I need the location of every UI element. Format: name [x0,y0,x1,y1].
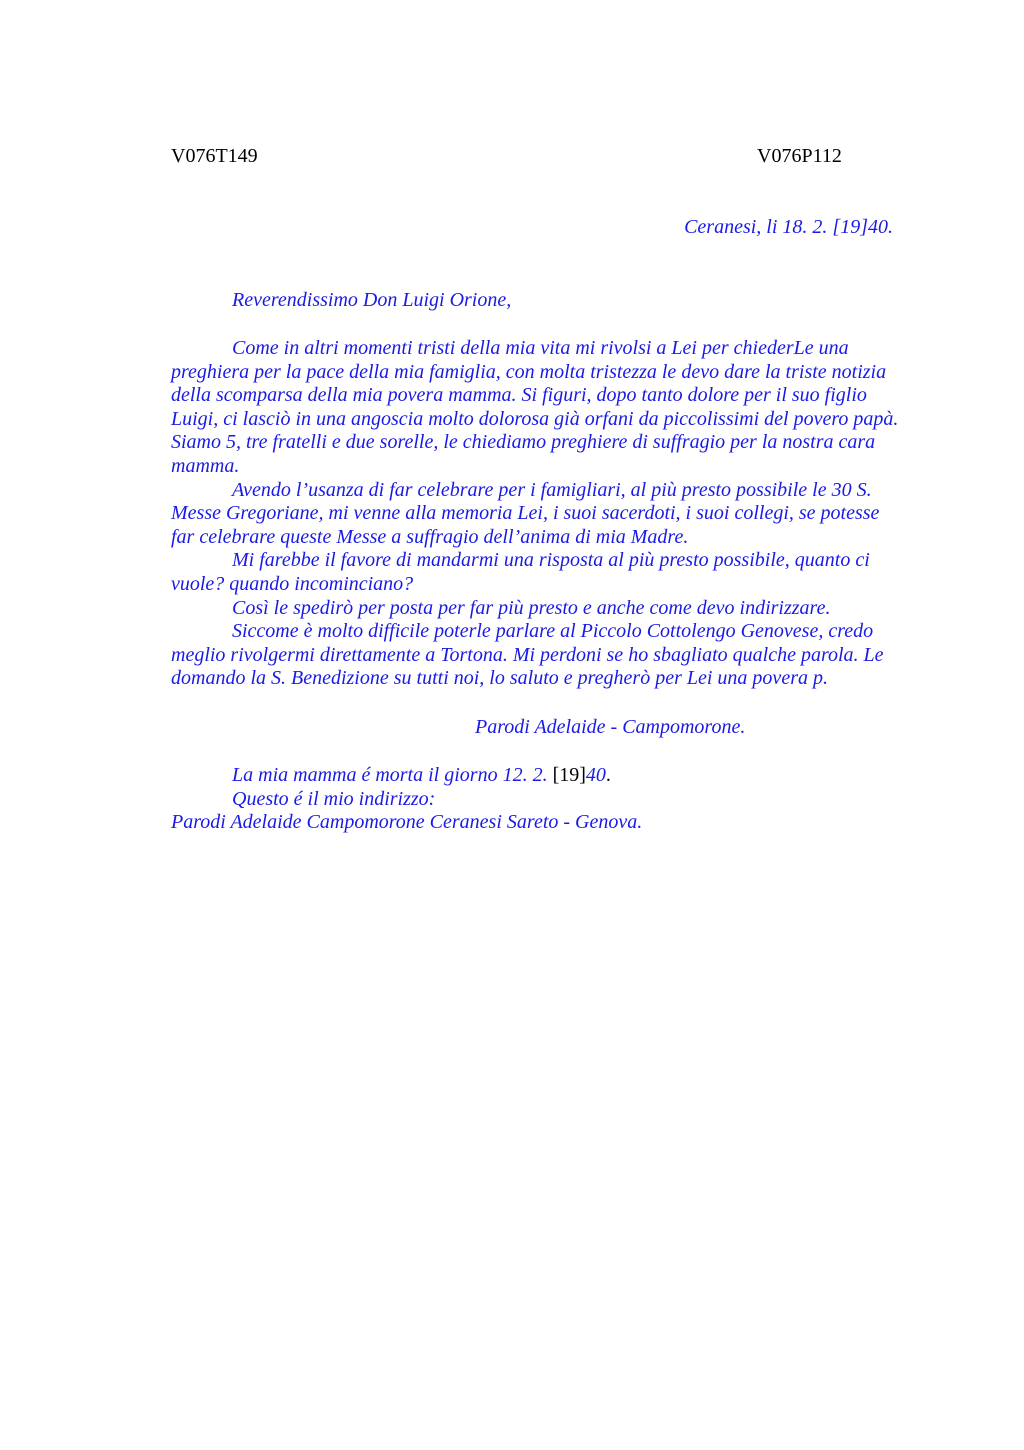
letter-date: Ceranesi, li 18. 2. [19]40. [684,216,893,238]
body-line: della scomparsa della mia povera mamma. Si figuri, dopo tanto dolore per il suo figlio [171,384,867,407]
body-line: Così le spedirò per posta per far più presto e anche come devo indirizzare. [232,596,831,619]
death-date-text: La mia mamma é morta il giorno 12. 2. [232,764,553,786]
postscript-death-date [171,764,642,788]
body-line: domando la S. Benedizione su tutti noi, lo saluto e pregherò per Lei una povera p. [171,667,828,690]
letter-signature: Parodi Adelaide - Campomorone. [475,716,746,738]
document-code-left: V076T149 [171,145,258,167]
letter-body [171,337,927,691]
letter-salutation: Reverendissimo Don Luigi Orione, [232,289,512,311]
body-line: vuole? quando incominciano? [171,572,414,595]
body-line: far celebrare queste Messe a suffragio dell’anima di mia Madre. [171,525,689,548]
death-year-suffix: 40 [585,764,606,786]
document-code-right: V076P112 [757,145,842,167]
body-line: Messe Gregoriane, mi venne alla memoria Lei, i suoi sacerdoti, i suoi collegi, se potesse [171,502,880,525]
death-year-bracket: [19] [552,764,586,786]
death-date-period: . [605,764,611,786]
body-line: mamma. [171,454,240,477]
body-line: Mi farebbe il favore di mandarmi una risposta al più presto possibile, quanto ci [232,549,870,572]
letter-postscript [171,764,642,835]
body-line: Siamo 5, tre fratelli e due sorelle, le chiediamo preghiere di suffragio per la nostra cara [171,431,876,454]
postscript-address: Parodi Adelaide Campomorone Ceranesi Sareto - Genova. [171,811,643,834]
body-line: meglio rivolgermi direttamente a Tortona. Mi perdoni se ho sbagliato qualche parola. Le [171,643,884,666]
body-line: preghiera per la pace della mia famiglia, con molta tristezza le devo dare la triste notizia [171,360,887,383]
body-line: Luigi, ci lasciò in una angoscia molto dolorosa già orfani da piccolissimi del povero papà. [171,407,899,430]
body-line: Avendo l’usanza di far celebrare per i famigliari, al più presto possibile le 30 S. [232,478,872,501]
postscript-address-intro: Questo é il mio indirizzo: [232,787,436,810]
body-line: Come in altri momenti tristi della mia vita mi rivolsi a Lei per chiederLe una [232,337,849,359]
body-line: Siccome è molto difficile poterle parlare al Piccolo Cottolengo Genovese, credo [232,620,874,643]
